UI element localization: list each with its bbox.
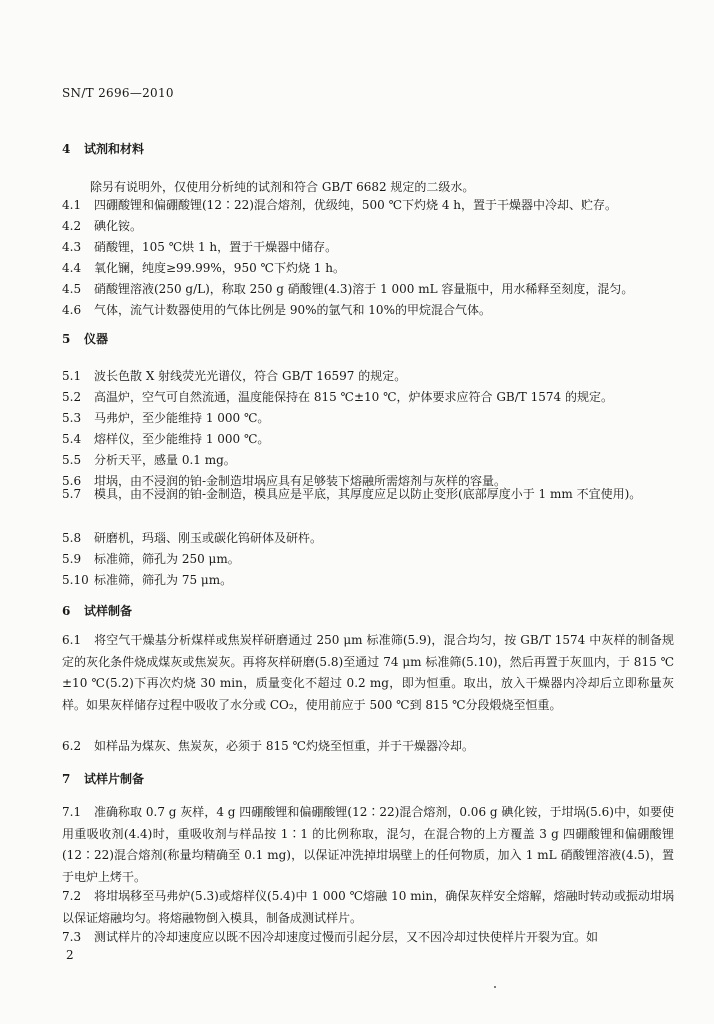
- clause-7-1: 7.1 准确称取 0.7 g 灰样，4 g 四硼酸锂和偏硼酸锂(12∶22)混合熔剂，0.06 g 碘化铵，于坩埚(5.6)中，如要使用重吸收剂(4.4)时，重吸收剂与样品按 1∶1 的比例称取，混匀，在混合物的上方覆盖 3 g 四硼酸锂和偏硼酸锂(12∶22)混合熔剂(称量均精确至 0.1 mg)，以保证冲洗掉坩埚壁上的任何物质，加入 1 mL 硝酸锂溶液(4.5)，置于电炉上烤干。: [62, 805, 674, 884]
- clause-4-6: 4.6 气体，流气计数器使用的气体比例是 90%的氩气和 10%的甲烷混合气体。: [62, 303, 491, 317]
- clause-5-9: 5.9 标准筛，筛孔为 250 μm。: [62, 552, 240, 566]
- section-number: 6: [62, 604, 71, 618]
- clause-6-1: 6.1 将空气干燥基分析煤样或焦炭样研磨通过 250 μm 标准筛(5.9)，混合均匀，按 GB/T 1574 中灰样的制备规定的灰化条件烧成煤灰或焦炭灰。再将灰样研磨(5.8)至通过 74 μm 标准筛(5.10)，然后再置于灰皿内，于 815 ℃±10 ℃(5.2)下再次灼烧 30 min，质量变化不超过 0.2 mg，即为恒重。取出，放入干燥器内冷却后立即称量灰样。如果灰样储存过程中吸收了水分或 CO₂，使用前应于 500 ℃到 815 ℃分段煅烧至恒重。: [62, 633, 674, 712]
- clause-4-4: 4.4 氧化镧，纯度≥99.99%，950 ℃下灼烧 1 h。: [62, 261, 345, 275]
- section-number: 4: [62, 142, 71, 156]
- clause-7-3: 7.3 测试样片的冷却速度应以既不因冷却速度过慢而引起分层，又不因冷却过快使样片开裂为宜。如: [62, 930, 599, 944]
- section-title: 试样片制备: [84, 772, 145, 786]
- clause-5-7: 5.7 模具，由不浸润的铂-金制造，模具应是平底，其厚度应足以防止变形(底部厚度小于 1 mm 不宜使用)。: [62, 487, 642, 501]
- section-6-heading: [62, 602, 132, 619]
- section-5-heading: [62, 330, 108, 347]
- clause-4-3: 4.3 硝酸锂，105 ℃烘 1 h，置于干燥器中储存。: [62, 240, 338, 254]
- clause-4-2: 4.2 碘化铵。: [62, 219, 143, 233]
- section-title: 仪器: [84, 332, 109, 346]
- section-4-heading: [62, 140, 144, 157]
- section-number: 7: [62, 772, 71, 786]
- clause-4-5: 4.5 硝酸锂溶液(250 g/L)，称取 250 g 硝酸锂(4.3)溶于 1 000 mL 容量瓶中，用水稀释至刻度，混匀。: [62, 282, 634, 296]
- section-title: 试剂和材料: [84, 142, 145, 156]
- clause-7-2: 7.2 将坩埚移至马弗炉(5.3)或熔样仪(5.4)中 1 000 ℃熔融 10 min，确保灰样安全熔解，熔融时转动或振动坩埚以保证熔融均匀。将熔融物倒入模具，制备成测试样片。: [62, 889, 674, 925]
- standard-code-header: SN/T 2696—2010: [62, 86, 174, 100]
- scan-speck: [494, 986, 496, 988]
- clause-5-5: 5.5 分析天平，感量 0.1 mg。: [62, 453, 236, 467]
- clause-5-3: 5.3 马弗炉，至少能维持 1 000 ℃。: [62, 411, 270, 425]
- clause-5-1: 5.1 波长色散 X 射线荧光光谱仪，符合 GB/T 16597 的规定。: [62, 369, 407, 383]
- clause-4-1: 4.1 四硼酸锂和偏硼酸锂(12∶22)混合熔剂，优级纯，500 ℃下灼烧 4 h，置于干燥器中冷却、贮存。: [62, 198, 618, 212]
- section-number: 5: [62, 332, 71, 346]
- clause-6-2: 6.2 如样品为煤灰、焦炭灰，必须于 815 ℃灼烧至恒重，并于干燥器冷却。: [62, 739, 474, 753]
- clause-5-2: 5.2 高温炉，空气可自然流通，温度能保持在 815 ℃±10 ℃，炉体要求应符合 GB/T 1574 的规定。: [62, 390, 613, 404]
- section-4-intro: 除另有说明外，仅使用分析纯的试剂和符合 GB/T 6682 规定的二级水。: [90, 180, 475, 194]
- clause-5-8: 5.8 研磨机，玛瑙、刚玉或碳化钨研体及研杵。: [62, 531, 323, 545]
- clause-5-4: 5.4 熔样仪，至少能维持 1 000 ℃。: [62, 432, 270, 446]
- section-title: 试样制备: [84, 604, 133, 618]
- section-7-heading: [62, 770, 144, 787]
- page-number: 2: [66, 948, 74, 962]
- clause-5-6: 5.6 坩埚，由不浸润的铂-金制造坩埚应具有足够装下熔融所需熔剂与灰样的容量。: [62, 474, 507, 488]
- clause-5-10: 5.10 标准筛，筛孔为 75 μm。: [62, 573, 233, 587]
